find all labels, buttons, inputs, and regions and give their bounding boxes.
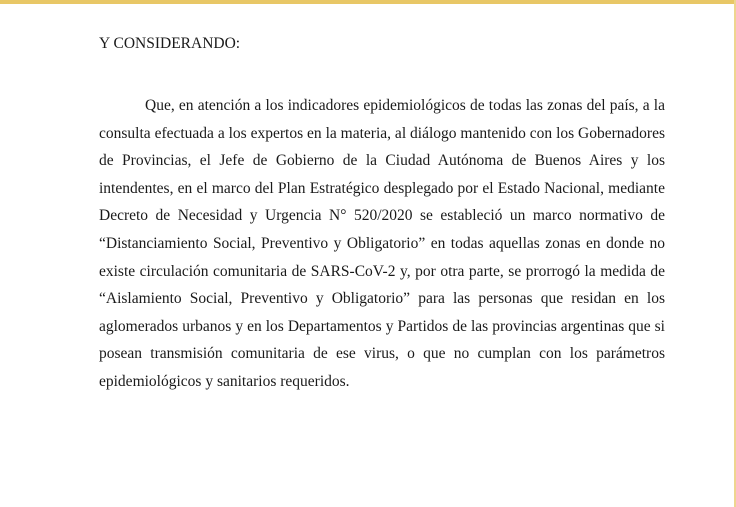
considerando-paragraph: Que, en atención a los indicadores epidemiológicos de todas las zonas del país, a la consulta efectuada a los expertos en la materia, al diálogo mantenido con los Gobernadores de Provincias, el Jefe de Gobierno de la Ciudad Autónoma de Buenos Aires y los intendentes, en el marco del Plan Estratégico desplegado por el Estado Nacional, mediante Decreto de Necesidad y Urgencia N° 520/2020 se estableció un marco normativo de “Distanciamiento Social, Preventivo y Obligatorio” en todas aquellas zonas en donde no existe circulación comunitaria de SARS-CoV-2 y, por otra parte, se prorrogó la medida de “Aislamiento Social, Preventivo y Obligatorio” para las personas que residan en los aglomerados urbanos y en los Departamentos y Partidos de las provincias argentinas que si posean transmisión comunitaria de ese virus, o que no cumplan con los parámetros epidemiológicos y sanitarios requeridos. bbox=[99, 97, 665, 390]
document-page bbox=[99, 30, 665, 396]
section-heading: Y CONSIDERANDO: bbox=[99, 35, 241, 52]
top-border-rule bbox=[0, 0, 736, 4]
